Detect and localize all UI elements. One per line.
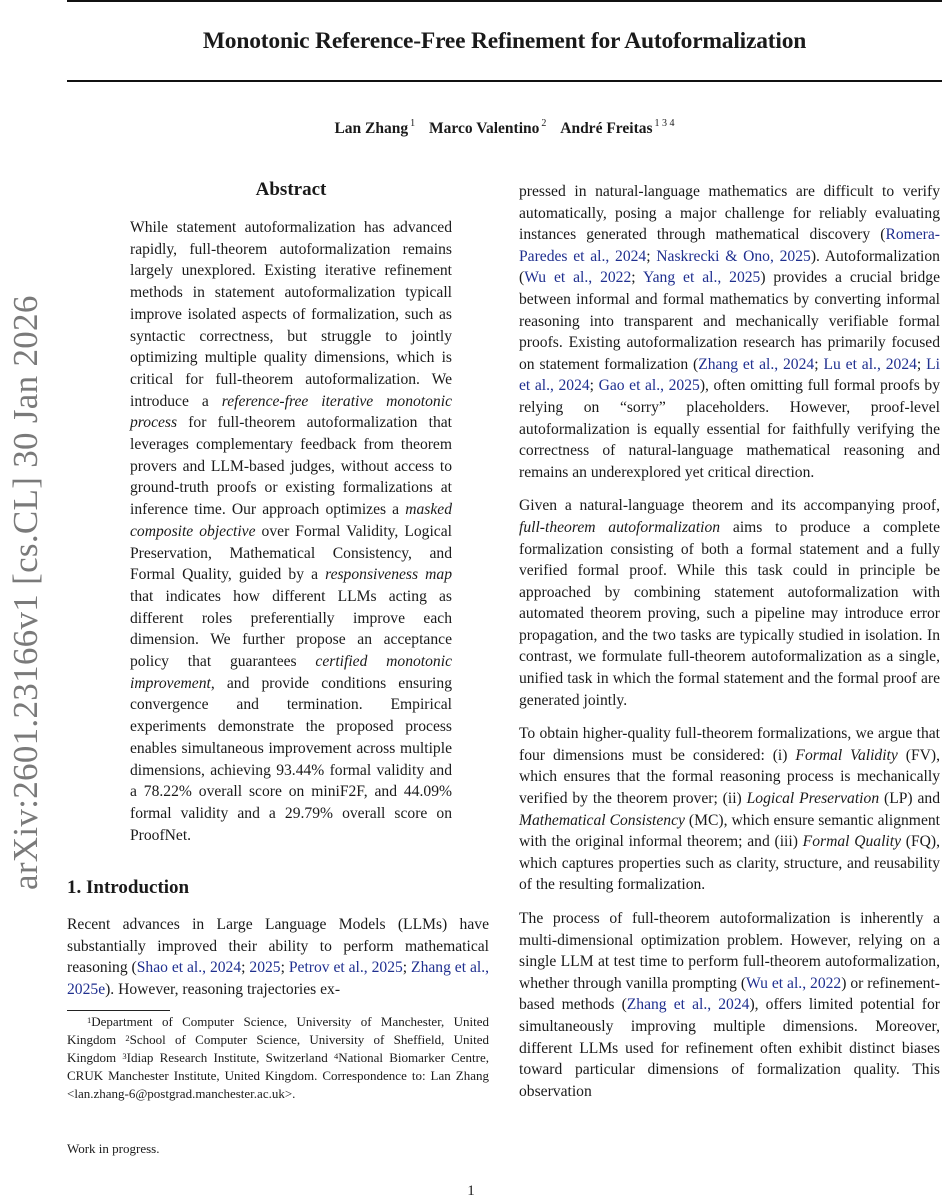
text: (FV), which ensures that the formal reasoning process is mechanically verified by the theorem prover; (ii) [519, 746, 940, 808]
affiliation-footnote [67, 1013, 489, 1103]
section-heading-introduction: 1. Introduction [67, 877, 190, 898]
citation-link[interactable]: Wu et al., 2022 [746, 974, 842, 992]
text: ) or refinement-based methods ( [519, 974, 940, 1014]
text: (MC), which ensure semantic alignment with the original informal theorem; and (iii) [519, 811, 940, 851]
text: ; [916, 355, 927, 373]
citation-link[interactable]: Lu et al., 2024 [823, 355, 917, 373]
text: ). Autoformalization ( [519, 247, 940, 287]
author [334, 120, 415, 137]
author-affiliation: 2 [541, 118, 547, 129]
emphasis: full-theorem autoformalization [519, 518, 721, 536]
author [429, 120, 546, 137]
text: ; [814, 355, 824, 373]
text: ; [280, 959, 289, 977]
text: Recent advances in Large Language Models (LLMs) have substantially improved their ability to perform mathematical reasoning ( [67, 916, 489, 977]
text: ; [402, 959, 412, 977]
text: , and provide conditions ensuring convergence and termination. Empirical experiments demonstrate the proposed process enables simultaneous improvement across multiple dimensions, achieving 93.44% formal validity and a 78.22% overall score on miniF2F, and 44.09% formal validity and a 29.79% overall score on ProofNet. [130, 674, 452, 844]
author-list [67, 120, 942, 138]
text: ; [631, 269, 643, 287]
paper-title: Monotonic Reference-Free Refinement for Autoformalization [202, 28, 807, 54]
text: ), often omitting full formal proofs by relying on “sorry” placeholders. However, proof-level autoformalization is equally essential for faithfully verifying the correctness of natural-language mathematical reasoning and remains an underexplored yet critical direction. [519, 377, 940, 481]
text: To obtain higher-quality full-theorem formalizations, we argue that four dimensions must be considered: (i) [519, 725, 940, 764]
text: Department of Computer Science, University of Manchester, United Kingdom [67, 1014, 489, 1047]
author-name: Marco Valentino [429, 120, 540, 137]
text: ), offers limited potential for simultaneously improving multiple dimensions. Moreover, different LLMs used for refinement often exhibit distinct biases toward particular dimensions of formalization quality. This observation [519, 996, 940, 1100]
citation-link[interactable]: Petrov et al., 2025 [288, 959, 403, 977]
emphasis: masked composite objective [130, 501, 452, 540]
citation-link[interactable]: Romera-Paredes et al., 2024 [519, 226, 940, 265]
title-rule-top [67, 0, 942, 2]
text: National Biomarker Centre, CRUK Manchester Institute, United Kingdom. Correspondence to: Lan Zhang <lan.zhang-6@postgrad.manchester.ac.uk>. [67, 1050, 489, 1101]
emphasis: Formal Validity [795, 746, 898, 764]
intro-paragraph [519, 495, 940, 711]
intro-paragraph [519, 908, 940, 1102]
citation-link[interactable]: Naskrecki & Ono, 2025 [656, 247, 811, 265]
intro-paragraph [519, 181, 940, 483]
citation-link[interactable]: 2025 [249, 959, 281, 977]
footnote-marker: 1 [87, 1015, 92, 1025]
text: ; [646, 247, 657, 265]
citation-link[interactable]: Wu et al., 2022 [524, 269, 632, 287]
text: While statement autoformalization has advanced rapidly, full-theorem autoformalization remains largely unexplored. Existing iterative refinement methods in statement autoformalization typicall improve isolated aspects of formalization, such as syntactic correctness, but struggle to jointly optimizing multiple quality dimensions, which is critical for full-theorem autoformalization. We introduce a [130, 219, 452, 410]
citation-link[interactable]: Zhang et al., 2024 [626, 996, 750, 1014]
emphasis: Formal Quality [802, 833, 901, 851]
text: (FQ), which captures properties such as clarity, structure, and reusability of the resulting formalization. [519, 833, 940, 894]
author-affiliation: 1 3 4 [654, 118, 675, 129]
text: aims to produce a complete formalization consisting of both a formal statement and a fully verified formal proof. While this task could in principle be approached by combining statement autoformalization with automated theorem proving, such a pipeline may introduce error propagation, and the two tasks are typically studied in isolation. In contrast, we formulate full-theorem autoformalization as a single, unified task in which the formal statement and the formal proof are generated jointly. [519, 518, 940, 709]
author-affiliation: 1 [410, 118, 416, 129]
text: Idiap Research Institute, Switzerland [126, 1050, 334, 1065]
text: School of Computer Science, University of Sheffield, United Kingdom [67, 1032, 489, 1065]
text: for full-theorem autoformalization that leverages complementary feedback from theorem provers and LLM-based judges, without access to ground-truth proofs or existing formalizations at inference time. Our approach optimizes a [130, 414, 452, 519]
text: ; [589, 377, 599, 395]
arxiv-stamp: arXiv:2601.23166v1 [cs.CL] 30 Jan 2026 [6, 295, 45, 890]
emphasis: certified monotonic improvement [130, 653, 452, 692]
text: over Formal Validity, Logical Preservation, Mathematical Consistency, and Formal Quality, guided by a [130, 522, 452, 584]
author [560, 120, 674, 137]
title-rule-bottom [67, 80, 942, 82]
text: pressed in natural-language mathematics are difficult to verify automatically, posing a major challenge for reliably evaluating instances generated through mathematical discovery ( [519, 183, 940, 244]
citation-link[interactable]: Zhang et al., 2024 [698, 355, 815, 373]
intro-paragraph [519, 723, 940, 896]
footnote-rule [67, 1010, 170, 1011]
text: The process of full-theorem autoformalization is inherently a multi-dimensional optimization problem. However, relying on a single LLM at test time to perform full-theorem autoformalization, whether through vanilla prompting ( [519, 910, 940, 992]
citation-link[interactable]: Shao et al., 2024 [136, 959, 242, 977]
right-column [519, 181, 940, 1114]
citation-link[interactable]: Li et al., 2024 [519, 355, 941, 395]
emphasis: responsiveness map [325, 566, 452, 584]
emphasis: Logical Preservation [746, 790, 880, 808]
text: ; [241, 959, 250, 977]
text: ) provides a crucial bridge between informal and formal mathematics by converting informal reasoning into transparent and mechanically verifiable formal proofs. Existing autoformalization research has primarily focused on statement formalization ( [519, 269, 941, 373]
text: Given a natural-language theorem and its accompanying proof, [519, 497, 940, 515]
footnote-marker: 2 [125, 1033, 130, 1043]
abstract-body [130, 217, 452, 846]
citation-link[interactable]: Gao et al., 2025 [598, 377, 700, 395]
author-name: Lan Zhang [334, 120, 409, 137]
abstract-heading: Abstract [255, 179, 327, 200]
author-name: André Freitas [560, 120, 653, 137]
text: ). However, reasoning trajectories ex- [105, 980, 341, 998]
footnote-marker: 3 [122, 1051, 127, 1061]
text: (LP) and [879, 790, 940, 808]
footnote-marker: 4 [333, 1051, 339, 1061]
work-in-progress-note: Work in progress. [67, 1141, 160, 1156]
text: that indicates how different LLMs acting as different roles preferentially improve each dimension. We further propose an acceptance policy that guarantees [130, 587, 452, 671]
intro-paragraph-left [67, 914, 489, 1000]
page-number: 1 [467, 1183, 475, 1199]
emphasis: Mathematical Consistency [519, 811, 685, 829]
citation-link[interactable]: Zhang et al., 2025e [67, 959, 490, 998]
emphasis: reference-free iterative monotonic process [130, 392, 452, 432]
citation-link[interactable]: Yang et al., 2025 [642, 269, 761, 287]
